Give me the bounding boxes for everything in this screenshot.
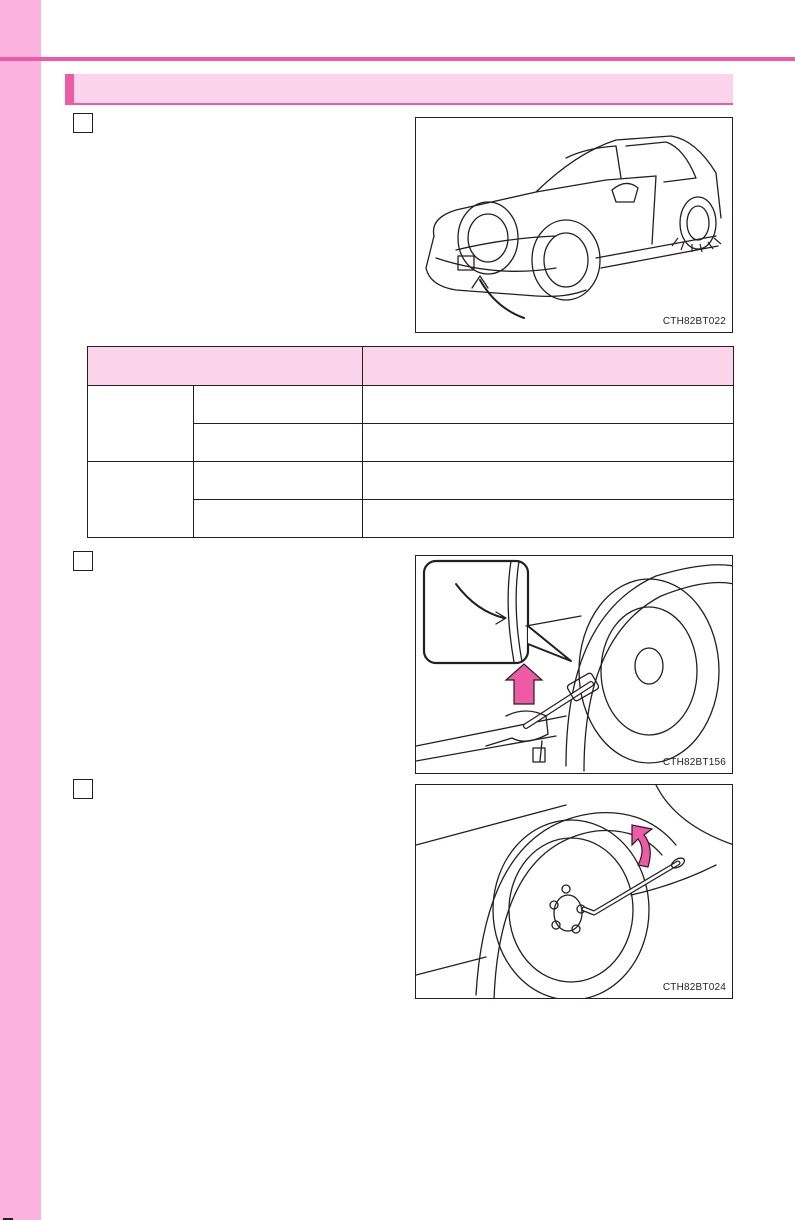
table-cell: [194, 386, 363, 424]
table-header-cell: [363, 347, 734, 386]
table-cell: [88, 462, 194, 538]
side-index-band: [0, 0, 41, 1220]
table-cell: [194, 424, 363, 462]
figure-code: CTH82BT022: [662, 316, 726, 327]
figure-jack-handle: [415, 555, 733, 774]
table-row: [88, 462, 734, 500]
table-cell: [363, 386, 734, 424]
section-heading-bar: [65, 74, 733, 105]
table-cell: [194, 500, 363, 538]
step-3-marker: [73, 779, 93, 799]
wheel-nut-illustration: [416, 785, 733, 999]
table-header-row: [88, 347, 734, 386]
table-cell: [194, 462, 363, 500]
table-cell: [363, 424, 734, 462]
car-jack-illustration: [416, 118, 733, 333]
table-cell: [363, 500, 734, 538]
figure-code: CTH82BT024: [662, 982, 726, 993]
section-heading-tab: [65, 74, 74, 103]
figure-jack-point: [415, 117, 733, 333]
step-1-marker: [73, 113, 93, 133]
table-cell: [88, 386, 194, 462]
header-rule: [0, 57, 795, 61]
figure-wheel-nuts: [415, 784, 733, 999]
figure-code: CTH82BT156: [662, 757, 726, 768]
step-2-marker: [73, 551, 93, 571]
jack-handle-illustration: [416, 556, 733, 774]
jack-point-table: [87, 346, 734, 538]
table-header-cell: [88, 347, 363, 386]
table-cell: [363, 462, 734, 500]
table-row: [88, 386, 734, 424]
